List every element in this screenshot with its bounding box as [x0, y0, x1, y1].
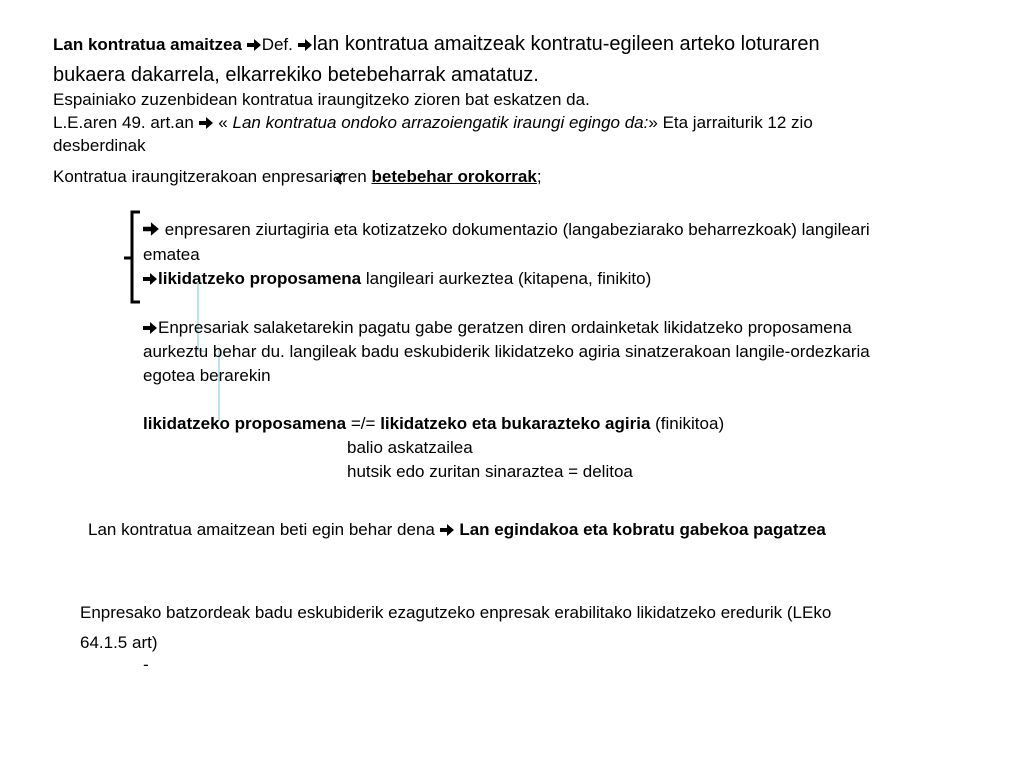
quote-close: »	[648, 113, 658, 132]
comparison-paren: (finikitoa)	[655, 414, 725, 433]
obligations-lead: Kontratua iraungitzerakoan enpresariaren	[53, 167, 367, 186]
employer-settlement-line-2: aurkeztu behar du. langileak badu eskubiderik likidatzeko agiria sinatzerakoan langile-ordezkaria	[143, 342, 870, 361]
duty-item-2-bold: likidatzeko proposamena	[158, 269, 362, 288]
article-49-line	[53, 112, 813, 134]
duty-item-1-text: enpresaren ziurtagiria eta kotizatzeko dokumentazio (langabeziarako beharrezkoak) langileari	[164, 220, 870, 239]
article-quote: Lan kontratua ondoko arrazoiengatik iraungi egingo da:	[232, 113, 649, 132]
right-arrow-icon	[247, 34, 262, 56]
always-do-lead: Lan kontratua amaitzean beti egin behar dena	[88, 520, 435, 539]
definition-line-2: bukaera dakarrela, elkarrekiko betebeharrak amatatuz.	[53, 64, 539, 86]
employer-settlement-line-1	[143, 317, 852, 339]
right-arrow-icon	[199, 112, 214, 134]
right-arrow-icon	[298, 34, 313, 56]
def-label: Def.	[261, 35, 293, 54]
comparison-sub-1: balio askatzailea	[347, 438, 473, 457]
spanish-law-line: Espainiako zuzenbidean kontratua iraungitzeko zioren bat eskatzen da.	[53, 90, 590, 109]
committee-line-2: 64.1.5 art)	[80, 633, 158, 652]
comparison-sub-2: hutsik edo zuritan sinaraztea = delitoa	[347, 462, 633, 481]
definition-text: lan kontratua amaitzeak kontratu-egileen arteko loturaren	[312, 33, 820, 55]
comparison-left: likidatzeko proposamena	[143, 414, 347, 433]
employer-settlement-line-3: egotea berarekin	[143, 366, 271, 385]
article-ref: L.E.aren 49. art.an	[53, 113, 194, 132]
definition-line-1	[53, 33, 820, 56]
comparison-line	[143, 413, 724, 435]
employer-settlement-text: Enpresariak salaketarekin pagatu gabe geratzen diren ordainketak likidatzeko proposamena	[158, 318, 852, 337]
article-rest: Eta jarraiturik 12 zio	[662, 113, 813, 132]
trailing-dash: -	[143, 655, 149, 674]
right-arrow-icon	[143, 219, 160, 241]
general-obligations-line	[53, 166, 542, 188]
section-title: Lan kontratua amaitzea	[53, 35, 242, 54]
committee-line-1: Enpresako batzordeak badu eskubiderik ezagutzeko enpresak erabilitako likidatzeko eredurik (LEko	[80, 603, 832, 622]
article-49-line-2: desberdinak	[53, 136, 146, 155]
comparison-right: likidatzeko eta bukarazteko agiria	[380, 414, 651, 433]
right-arrow-icon	[440, 519, 455, 541]
duty-item-1-cont: ematea	[143, 245, 200, 264]
tick-mark	[334, 171, 346, 187]
always-do-line	[88, 519, 826, 541]
duty-item-1	[143, 219, 870, 241]
obligations-term: betebehar orokorrak	[371, 167, 537, 186]
right-arrow-icon	[143, 268, 158, 290]
duty-item-2-text: langileari aurkeztea (kitapena, finikito)	[365, 269, 652, 288]
not-equal-sign: =/=	[350, 414, 376, 433]
right-arrow-icon	[143, 317, 158, 339]
always-do-bold: Lan egindakoa eta kobratu gabekoa pagatzea	[459, 520, 826, 539]
obligations-end: ;	[536, 167, 542, 186]
left-bracket-mark	[120, 210, 144, 306]
quote-open: «	[218, 113, 228, 132]
